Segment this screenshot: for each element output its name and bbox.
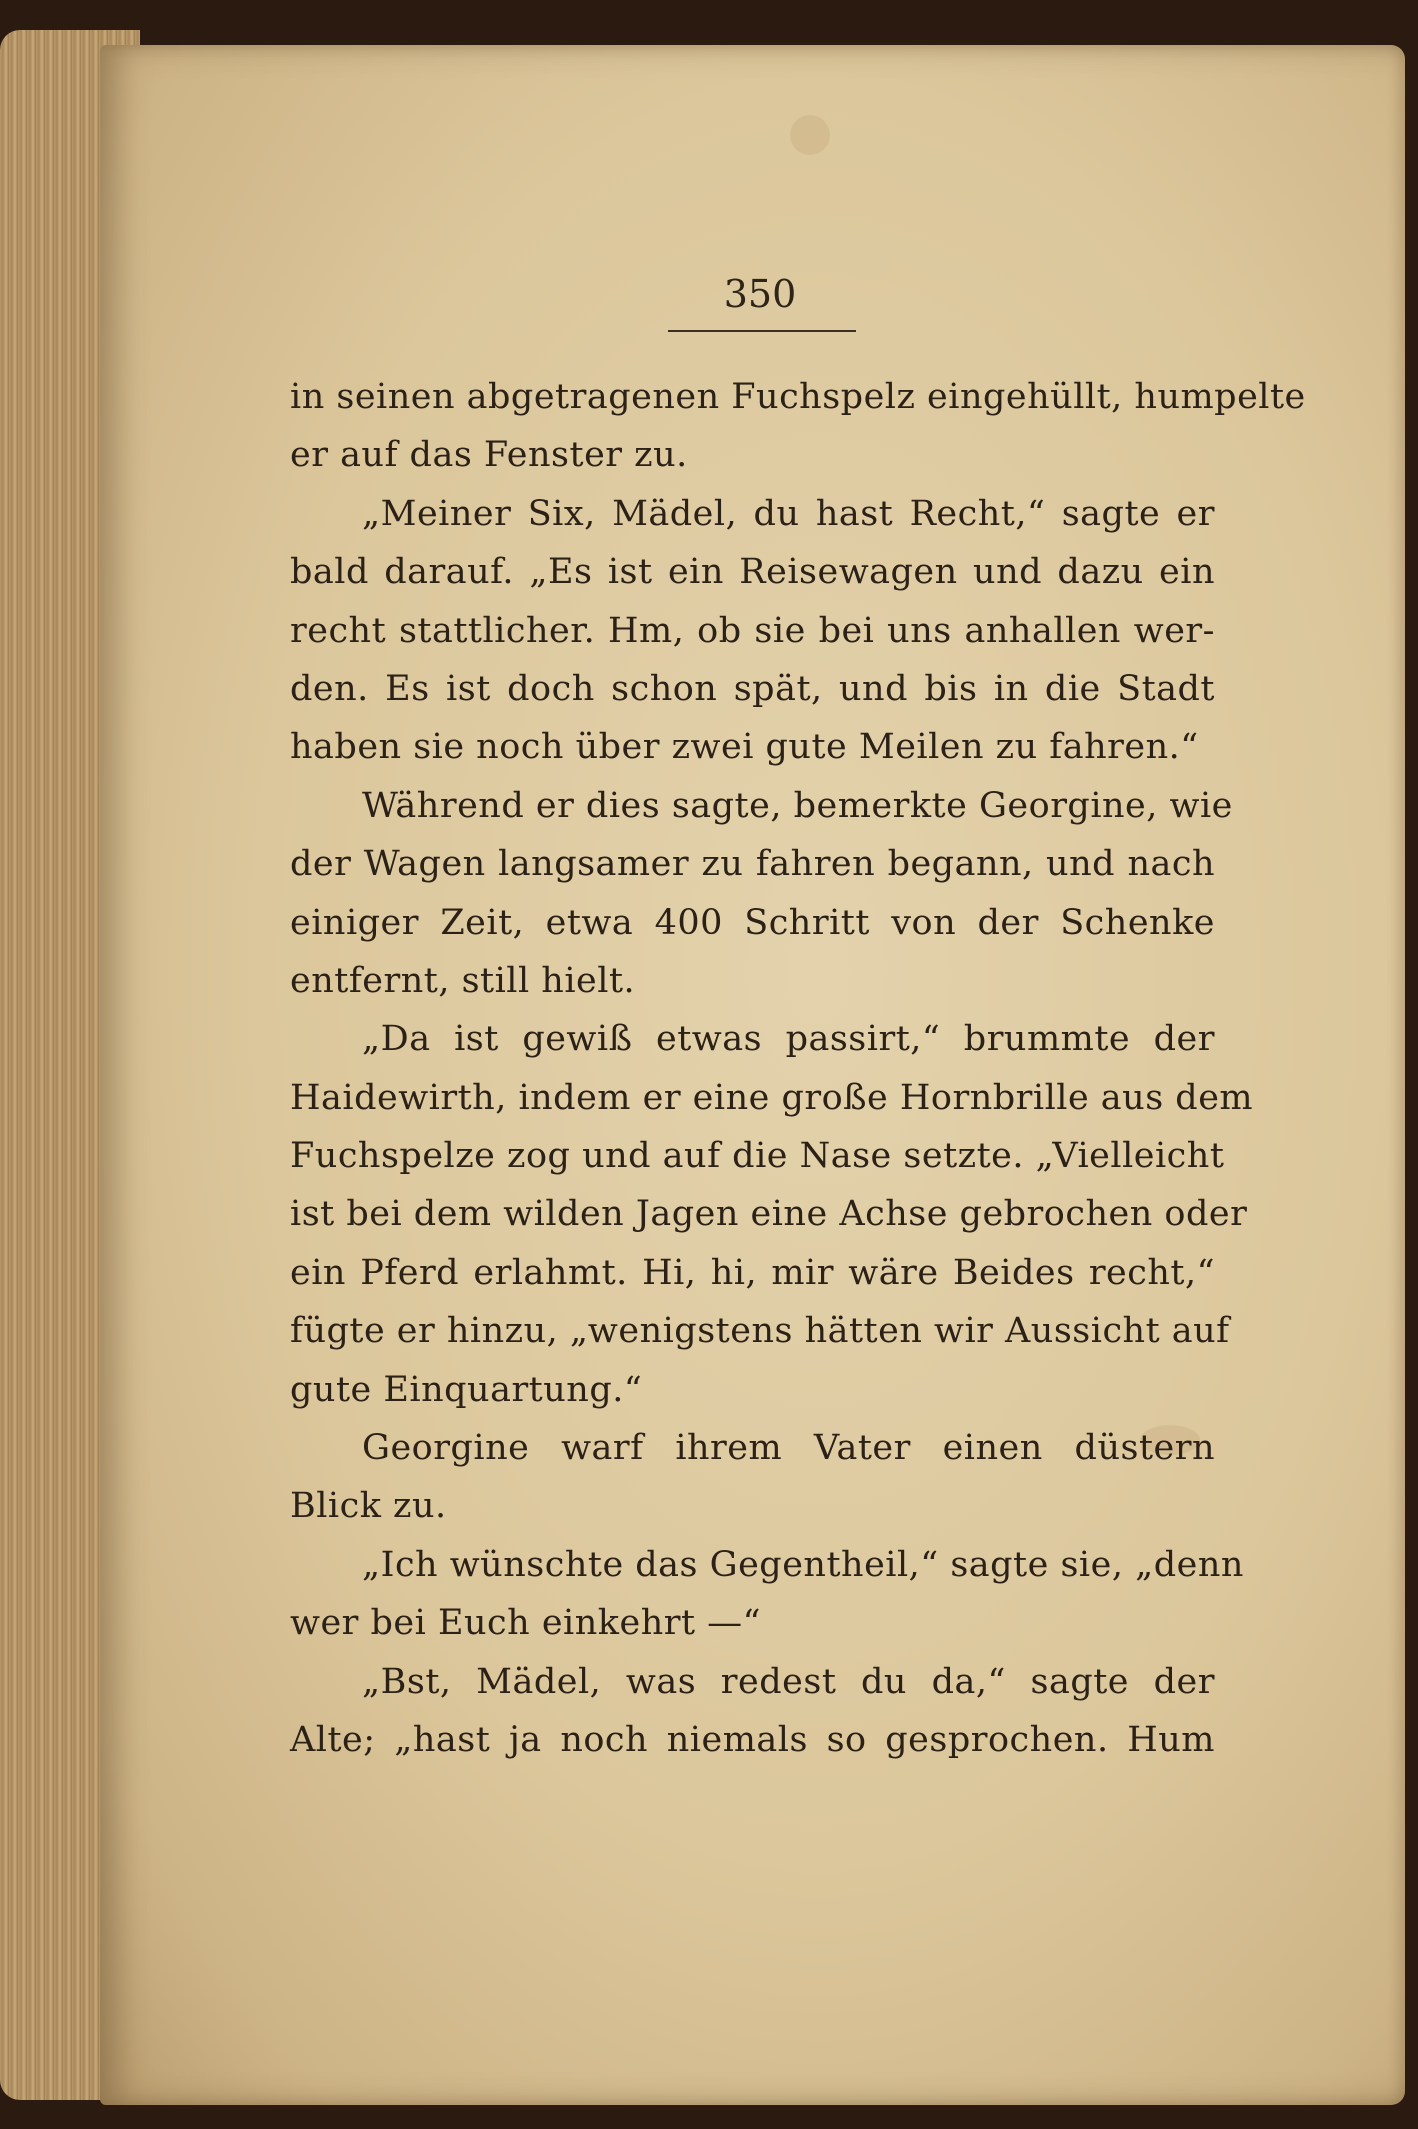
text-line: „Meiner Six, Mädel, du hast Recht,“ sagte er	[362, 493, 1215, 534]
text-line: „Bst, Mädel, was redest du da,“ sagte der	[362, 1661, 1215, 1702]
text-line: gute Einquartung.“	[290, 1369, 643, 1410]
header-rule	[668, 330, 856, 332]
text-line: haben sie noch über zwei gute Meilen zu fahren.“	[290, 727, 1199, 768]
text-line: er auf das Fenster zu.	[290, 435, 688, 476]
body-text	[290, 368, 1306, 1769]
text-line: Blick zu.	[290, 1486, 447, 1527]
text-line: Während er dies sagte, bemerkte Georgine, wie	[362, 785, 1233, 826]
text-line: entfernt, still hielt.	[290, 960, 636, 1001]
text-line: wer bei Euch einkehrt —“	[290, 1603, 762, 1644]
paper-stain	[790, 115, 830, 155]
text-line: „Ich wünschte das Gegentheil,“ sagte sie, „denn	[362, 1544, 1244, 1585]
text-line: ist bei dem wilden Jagen eine Achse gebrochen oder	[290, 1194, 1248, 1235]
text-line: einiger Zeit, etwa 400 Schritt von der Schenke	[290, 902, 1215, 943]
text-line: bald darauf. „Es ist ein Reisewagen und dazu ein	[290, 552, 1215, 593]
text-line: recht stattlicher. Hm, ob sie bei uns anhallen wer-	[290, 610, 1215, 651]
text-line: Alte; „hast ja noch niemals so gesprochen. Hum	[290, 1719, 1215, 1760]
text-line: fügte er hinzu, „wenigstens hätten wir Aussicht auf	[290, 1311, 1230, 1352]
page-number: 350	[723, 272, 797, 316]
text-line: ein Pferd erlahmt. Hi, hi, mir wäre Beides recht,“	[290, 1252, 1215, 1293]
text-line: in seinen abgetragenen Fuchspelz eingehüllt, humpelte	[290, 377, 1306, 417]
text-line: Georgine warf ihrem Vater einen düstern	[362, 1428, 1215, 1469]
text-line: „Da ist gewiß etwas passirt,“ brummte der	[362, 1019, 1215, 1060]
text-line: Haidewirth, indem er eine große Hornbrille aus dem	[290, 1077, 1254, 1118]
text-line: Fuchspelze zog und auf die Nase setzte. „Vielleicht	[290, 1136, 1225, 1177]
text-line: den. Es ist doch schon spät, und bis in die Stadt	[290, 668, 1215, 709]
text-line: der Wagen langsamer zu fahren begann, und nach	[290, 844, 1215, 885]
